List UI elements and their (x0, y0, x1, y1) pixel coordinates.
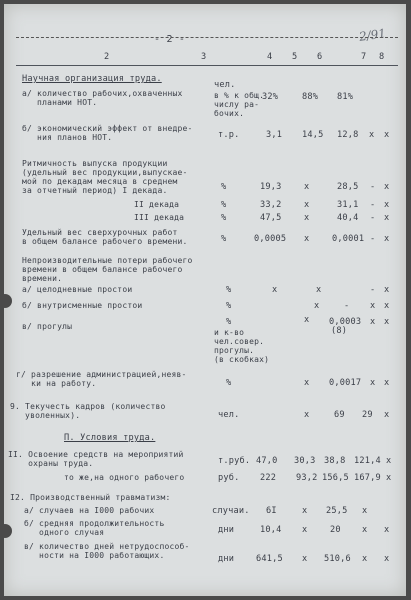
value: х (384, 525, 390, 535)
value: х (384, 130, 390, 140)
value: х (384, 378, 390, 388)
value: 3,1 (266, 130, 283, 140)
value: 19,3 (260, 182, 282, 192)
value: х (384, 200, 390, 210)
value: 47,0 (256, 456, 278, 466)
unit: % (221, 200, 227, 210)
value: 40,4 (337, 213, 359, 223)
col-header-2: 2 (104, 52, 110, 62)
value: х (302, 506, 308, 516)
value: х (370, 378, 376, 388)
value: 0,0001 (332, 234, 365, 244)
value: х (384, 234, 390, 244)
unit: % (221, 234, 227, 244)
value: х (384, 285, 390, 295)
value: 29 (362, 410, 373, 420)
row-label: Непроизводительные потери рабочего времени в общем балансе рабочего времени. (22, 256, 193, 283)
punch-hole (0, 524, 12, 538)
value: 0,0005 (254, 234, 287, 244)
punch-hole (0, 294, 12, 308)
value: х (304, 315, 310, 325)
value: 30,3 (294, 456, 316, 466)
unit: в % к общ. числу ра- бочих. (214, 91, 265, 118)
value: 0,0003 (329, 317, 362, 327)
value: х (384, 317, 390, 327)
col-header-7: 7 (361, 52, 367, 62)
document-page (4, 4, 406, 596)
row-label: в/ прогулы (22, 322, 73, 331)
value: 121,4 (354, 456, 381, 466)
value: х (384, 554, 390, 564)
col-header-5: 5 (292, 52, 298, 62)
value: 69 (334, 410, 345, 420)
value: х (272, 285, 278, 295)
value: 10,4 (260, 525, 282, 535)
value: х (370, 301, 376, 311)
unit: % (226, 378, 232, 388)
value: х (304, 213, 310, 223)
unit: случаи. (212, 506, 250, 516)
value: 93,2 (296, 473, 318, 483)
value: 33,2 (260, 200, 282, 210)
col-header-4: 4 (267, 52, 273, 62)
value: х (304, 200, 310, 210)
row-label: в/ количество дней нетрудоспособ- ности на I000 работающих. (24, 542, 190, 560)
value: 81% (337, 92, 354, 102)
value: 14,5 (302, 130, 324, 140)
value: х (304, 234, 310, 244)
value: х (304, 410, 310, 420)
row-label: б/ средняя продолжительность одного случая (24, 519, 165, 537)
value: х (304, 378, 310, 388)
value: - (370, 200, 376, 210)
value: - (344, 301, 350, 311)
row-label: а/ случаев на I000 рабочих (24, 506, 155, 515)
value: 510,6 (324, 554, 351, 564)
row-label: II декада (134, 200, 180, 209)
row-label: то же,на одного рабочего (64, 473, 185, 482)
value: 47,5 (260, 213, 282, 223)
row-label: III декада (134, 213, 185, 222)
row-label: б/ экономический эффект от внедре- ния планов НОТ. (22, 124, 193, 142)
unit: % (226, 317, 232, 327)
row-label: 9. Текучесть кадров (количество уволенных). (10, 402, 166, 420)
value: х (362, 506, 368, 516)
unit: дни (218, 525, 235, 535)
col-header-6: 6 (317, 52, 323, 62)
value: х (384, 410, 390, 420)
header-divider (16, 37, 398, 39)
value-absent-count: (8) (331, 326, 348, 336)
value: х (384, 182, 390, 192)
unit: % (226, 285, 232, 295)
value: х (302, 554, 308, 564)
value: х (384, 213, 390, 223)
unit: чел. (218, 410, 240, 420)
value: 641,5 (256, 554, 283, 564)
value: 6I (266, 506, 277, 516)
value: 25,5 (326, 506, 348, 516)
row-label: а/ целодневные простои (22, 285, 133, 294)
value: х (370, 317, 376, 327)
row-label: Удельный вес сверхурочных работ в общем балансе рабочего времени. (22, 228, 188, 246)
value: х (362, 554, 368, 564)
section-title: П. Условия труда. (64, 433, 156, 443)
section-title: Научная организация труда. (22, 74, 162, 84)
value: х (314, 301, 320, 311)
value: х (304, 182, 310, 192)
value: - (370, 285, 376, 295)
value: 0,0017 (329, 378, 362, 388)
value: х (302, 525, 308, 535)
unit: и к-во чел.совер. прогулы. (в скобках) (214, 328, 270, 364)
value: х (384, 301, 390, 311)
value: 167,9 (354, 473, 381, 483)
row-label: I2. Производственный травматизм: (10, 493, 171, 502)
row-label: II. Освоение средств на мероприятий охраны труда. (8, 450, 184, 468)
value: х (386, 473, 392, 483)
header-underline (16, 65, 398, 66)
value: 12,8 (337, 130, 359, 140)
value: 32% (262, 92, 279, 102)
unit: т.руб. (218, 456, 251, 466)
unit: % (221, 213, 227, 223)
unit: руб. (218, 473, 240, 483)
row-label: Ритмичность выпуска продукции (удельный вес продукции,выпускае- мой по декадам месяца в среднем за отчетный период) I декада. (22, 159, 188, 195)
value: х (386, 456, 392, 466)
value: 88% (302, 92, 319, 102)
row-label: б/ внутрисменные простои (22, 301, 143, 310)
value: 156,5 (322, 473, 349, 483)
handwritten-page-mark: 2/91 (358, 26, 387, 44)
unit: % (226, 301, 232, 311)
value: 28,5 (337, 182, 359, 192)
value: 20 (330, 525, 341, 535)
col-header-3: 3 (201, 52, 207, 62)
value: х (369, 130, 375, 140)
value: - (370, 182, 376, 192)
value: х (316, 285, 322, 295)
value: х (362, 525, 368, 535)
value: 222 (260, 473, 277, 483)
page-number: - 2 - (154, 34, 186, 45)
value: 31,1 (337, 200, 359, 210)
value: - (370, 234, 376, 244)
unit: т.р. (218, 130, 240, 140)
row-label: г/ разрешение администрацией,неяв- ки на работу. (16, 370, 187, 388)
unit: дни (218, 554, 235, 564)
value: 38,8 (324, 456, 346, 466)
col-header-8: 8 (379, 52, 385, 62)
value: - (370, 213, 376, 223)
unit: % (221, 182, 227, 192)
row-label: а/ количество рабочих,охваченных планами НОТ. (22, 89, 183, 107)
unit: чел. (214, 80, 236, 90)
